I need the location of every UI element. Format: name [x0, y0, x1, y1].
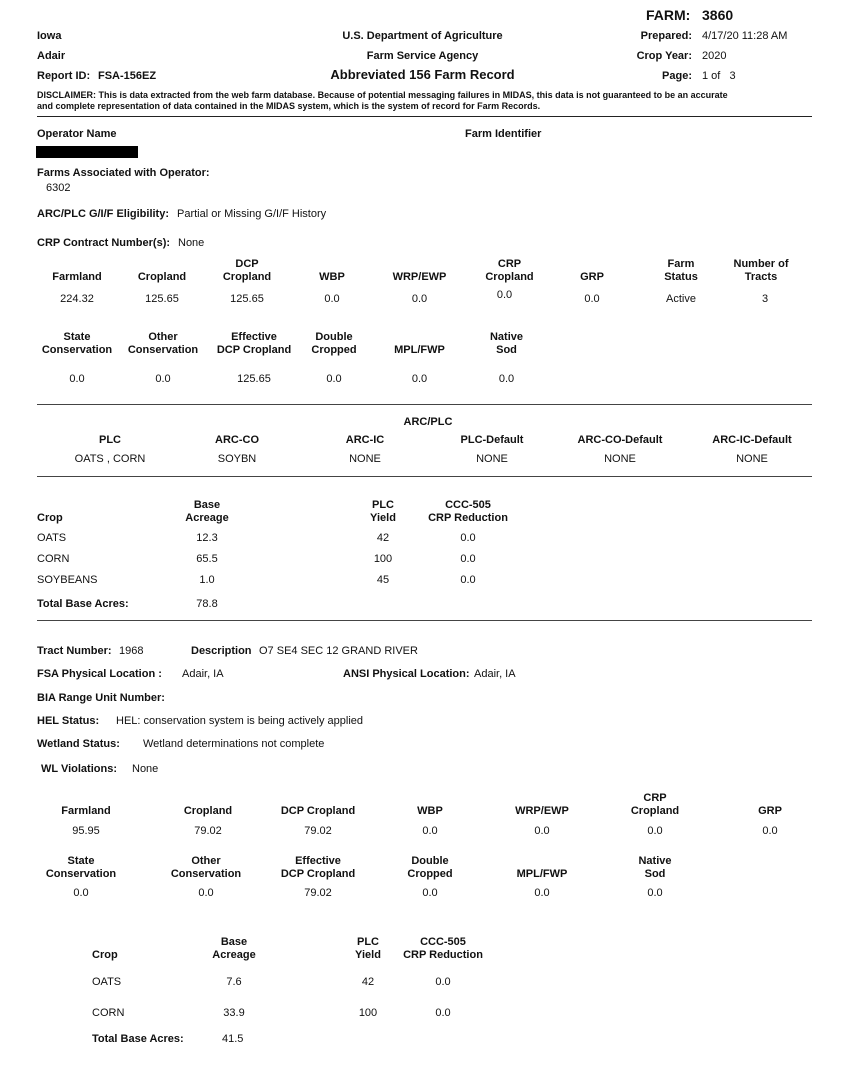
hdr-state-conservation: State Conservation [41, 331, 113, 356]
val-native-sod: 0.0 [498, 373, 515, 385]
report-id-label: Report ID: [37, 70, 91, 82]
farm-identifier-label: Farm Identifier [465, 128, 542, 140]
tract-hdr-cropland: Cropland [183, 805, 233, 817]
crop-name: OATS [92, 976, 122, 988]
tract-val-effective-dcp-cropland: 79.02 [304, 887, 332, 899]
tract-hdr-farmland: Farmland [61, 805, 111, 817]
description-value: O7 SE4 SEC 12 GRAND RIVER [259, 645, 418, 657]
crop-year-value: 2020 [702, 50, 727, 62]
tract-number-label: Tract Number: [37, 645, 112, 657]
hdr-double-cropped: Double Cropped [311, 331, 357, 356]
bia-label: BIA Range Unit Number: [37, 692, 165, 704]
total-base-acres-label: Total Base Acres: [37, 598, 129, 610]
hdr-plc-default: PLC-Default [460, 434, 524, 446]
page-value: 1 of 3 [702, 70, 736, 82]
val-farmland: 224.32 [60, 293, 94, 305]
val-cropland: 125.65 [145, 293, 179, 305]
hdr-farm-status: Farm Status [664, 258, 698, 283]
val-wbp: 0.0 [324, 293, 340, 305]
crp-reduction: 0.0 [460, 532, 476, 544]
hel-label: HEL Status: [37, 715, 100, 727]
val-plc: OATS , CORN [74, 453, 146, 465]
ansi-location-label: ANSI Physical Location: [343, 668, 470, 680]
department: U.S. Department of Agriculture [342, 30, 503, 42]
crop-name: SOYBEANS [37, 574, 98, 586]
val-farm-status: Active [666, 293, 696, 305]
tract-hdr-other-conservation: Other Conservation [170, 855, 242, 880]
base-acreage: 12.3 [196, 532, 218, 544]
fsa-location-label: FSA Physical Location : [37, 668, 162, 680]
hdr-other-conservation: Other Conservation [127, 331, 199, 356]
tract-hdr-crp-cropland: CRP Cropland [630, 792, 680, 817]
val-plc-default: NONE [476, 453, 508, 465]
plc-yield: 42 [376, 532, 390, 544]
divider-tract [37, 620, 812, 621]
tract-hdr-plc-yield: PLC Yield [355, 936, 381, 961]
crp-reduction: 0.0 [435, 1007, 451, 1019]
plc-yield: 100 [358, 1007, 378, 1019]
crop-year-label: Crop Year: [636, 50, 692, 62]
farm-number: 3860 [702, 7, 734, 23]
hdr-grp: GRP [580, 271, 604, 283]
ansi-location-value: Adair, IA [474, 668, 516, 680]
agency: Farm Service Agency [366, 50, 479, 62]
crp-contract-value: None [178, 237, 205, 249]
tract-hdr-grp: GRP [758, 805, 782, 817]
hdr-crp-cropland: CRP Cropland [485, 258, 534, 283]
wetland-value: Wetland determinations not complete [143, 738, 325, 750]
farms-associated-label: Farms Associated with Operator: [37, 167, 210, 179]
val-effective-dcp-cropland: 125.65 [237, 373, 271, 385]
tract-hdr-ccc-505: CCC-505 CRP Reduction [403, 936, 483, 961]
hdr-crop: Crop [37, 512, 63, 524]
tract-val-state-conservation: 0.0 [73, 887, 89, 899]
val-arc-ic: NONE [349, 453, 381, 465]
farm-label: FARM: [646, 7, 691, 23]
crp-reduction: 0.0 [460, 574, 476, 586]
crp-reduction: 0.0 [460, 553, 476, 565]
tract-val-cropland: 79.02 [194, 825, 222, 837]
tract-hdr-state-conservation: State Conservation [45, 855, 117, 880]
hdr-arc-ic: ARC-IC [345, 434, 385, 446]
hdr-base-acreage: Base Acreage [185, 499, 229, 524]
divider-arc-plc-top [37, 404, 812, 405]
hel-value: HEL: conservation system is being actively applied [116, 715, 364, 727]
tract-val-crp-cropland: 0.0 [647, 825, 663, 837]
val-other-conservation: 0.0 [155, 373, 171, 385]
crop-name: OATS [37, 532, 67, 544]
val-arc-ic-default: NONE [736, 453, 768, 465]
tract-val-dcp-cropland: 79.02 [304, 825, 332, 837]
val-wrp-ewp: 0.0 [411, 293, 428, 305]
val-number-of-tracts: 3 [761, 293, 769, 305]
tract-val-wrp-ewp: 0.0 [534, 825, 550, 837]
base-acreage: 1.0 [199, 574, 215, 586]
farms-associated-value: 6302 [46, 182, 71, 194]
plc-yield: 45 [376, 574, 390, 586]
report-id: FSA-156EZ [98, 70, 157, 82]
operator-name-label: Operator Name [37, 128, 117, 140]
disclaimer-line-2: and complete representation of data contained in the MIDAS system, which is the system of record for Farm Records. [37, 101, 541, 111]
tract-hdr-double-cropped: Double Cropped [407, 855, 453, 880]
hdr-mpl-fwp: MPL/FWP [394, 344, 445, 356]
val-arc-co: SOYBN [217, 453, 257, 465]
tract-val-farmland: 95.95 [72, 825, 100, 837]
tract-val-wbp: 0.0 [422, 825, 438, 837]
tract-val-native-sod: 0.0 [647, 887, 663, 899]
plc-yield: 100 [373, 553, 393, 565]
tract-hdr-effective-dcp-cropland: Effective DCP Cropland [280, 855, 356, 880]
tract-hdr-base-acreage: Base Acreage [212, 936, 256, 961]
tract-val-mpl-fwp: 0.0 [534, 887, 550, 899]
tract-hdr-wbp: WBP [417, 805, 443, 817]
crop-name: CORN [92, 1007, 125, 1019]
val-grp: 0.0 [584, 293, 600, 305]
hdr-wbp: WBP [319, 271, 345, 283]
crp-contract-label: CRP Contract Number(s): [37, 237, 171, 249]
fsa-location-value: Adair, IA [182, 668, 224, 680]
crop-name: CORN [37, 553, 70, 565]
tract-number-value: 1968 [119, 645, 144, 657]
report-title: Abbreviated 156 Farm Record [330, 67, 515, 82]
tract-hdr-dcp-cropland: DCP Cropland [280, 805, 356, 817]
val-crp-cropland: 0.0 [496, 289, 513, 301]
tract-val-double-cropped: 0.0 [422, 887, 438, 899]
county: Adair [37, 50, 66, 62]
val-double-cropped: 0.0 [326, 373, 342, 385]
hdr-plc: PLC [99, 434, 121, 446]
crp-reduction: 0.0 [435, 976, 451, 988]
base-acreage: 7.6 [226, 976, 242, 988]
val-state-conservation: 0.0 [69, 373, 85, 385]
wetland-label: Wetland Status: [37, 738, 120, 750]
hdr-number-of-tracts: Number of Tracts [733, 258, 789, 283]
total-base-acres-value: 78.8 [196, 598, 218, 610]
val-arc-co-default: NONE [604, 453, 636, 465]
tract-val-other-conservation: 0.0 [198, 887, 214, 899]
hdr-arc-co: ARC-CO [215, 434, 259, 446]
arc-plc-title: ARC/PLC [403, 416, 453, 428]
val-dcp-cropland: 125.65 [230, 293, 264, 305]
hdr-arc-co-default: ARC-CO-Default [577, 434, 663, 446]
hdr-ccc-505: CCC-505 CRP Reduction [428, 499, 508, 524]
eligibility-value: Partial or Missing G/I/F History [177, 208, 327, 220]
hdr-cropland: Cropland [137, 271, 187, 283]
wl-violations-value: None [132, 763, 159, 775]
redacted-operator-name [36, 146, 138, 158]
tract-hdr-native-sod: Native Sod [638, 855, 672, 880]
hdr-effective-dcp-cropland: Effective DCP Cropland [216, 331, 292, 356]
val-mpl-fwp: 0.0 [411, 373, 428, 385]
base-acreage: 65.5 [196, 553, 218, 565]
hdr-dcp-cropland: DCP Cropland [222, 258, 272, 283]
tract-val-grp: 0.0 [762, 825, 778, 837]
state: Iowa [37, 30, 62, 42]
hdr-plc-yield: PLC Yield [370, 499, 396, 524]
tract-hdr-wrp-ewp: WRP/EWP [515, 805, 569, 817]
tract-hdr-mpl-fwp: MPL/FWP [516, 868, 568, 880]
eligibility-label: ARC/PLC G/I/F Eligibility: [37, 208, 169, 220]
tract-total-base-acres-value: 41.5 [222, 1033, 244, 1045]
prepared-value: 4/17/20 11:28 AM [702, 30, 788, 42]
tract-hdr-crop: Crop [92, 949, 118, 961]
header-divider [37, 116, 812, 117]
prepared-label: Prepared: [640, 30, 692, 42]
base-acreage: 33.9 [223, 1007, 245, 1019]
hdr-native-sod: Native Sod [489, 331, 524, 356]
hdr-farmland: Farmland [52, 271, 102, 283]
description-label: Description [191, 645, 252, 657]
page-label: Page: [662, 70, 692, 82]
disclaimer-line-1: DISCLAIMER: This is data extracted from the web farm database. Because of potential messaging failures in MIDAS, this data is not guaranteed to be an accurate [37, 90, 728, 100]
hdr-arc-ic-default: ARC-IC-Default [712, 434, 792, 446]
hdr-wrp-ewp: WRP/EWP [392, 271, 447, 283]
divider-arc-plc-bottom [37, 476, 812, 477]
plc-yield: 42 [361, 976, 375, 988]
wl-violations-label: WL Violations: [41, 763, 117, 775]
tract-total-base-acres-label: Total Base Acres: [92, 1033, 184, 1045]
